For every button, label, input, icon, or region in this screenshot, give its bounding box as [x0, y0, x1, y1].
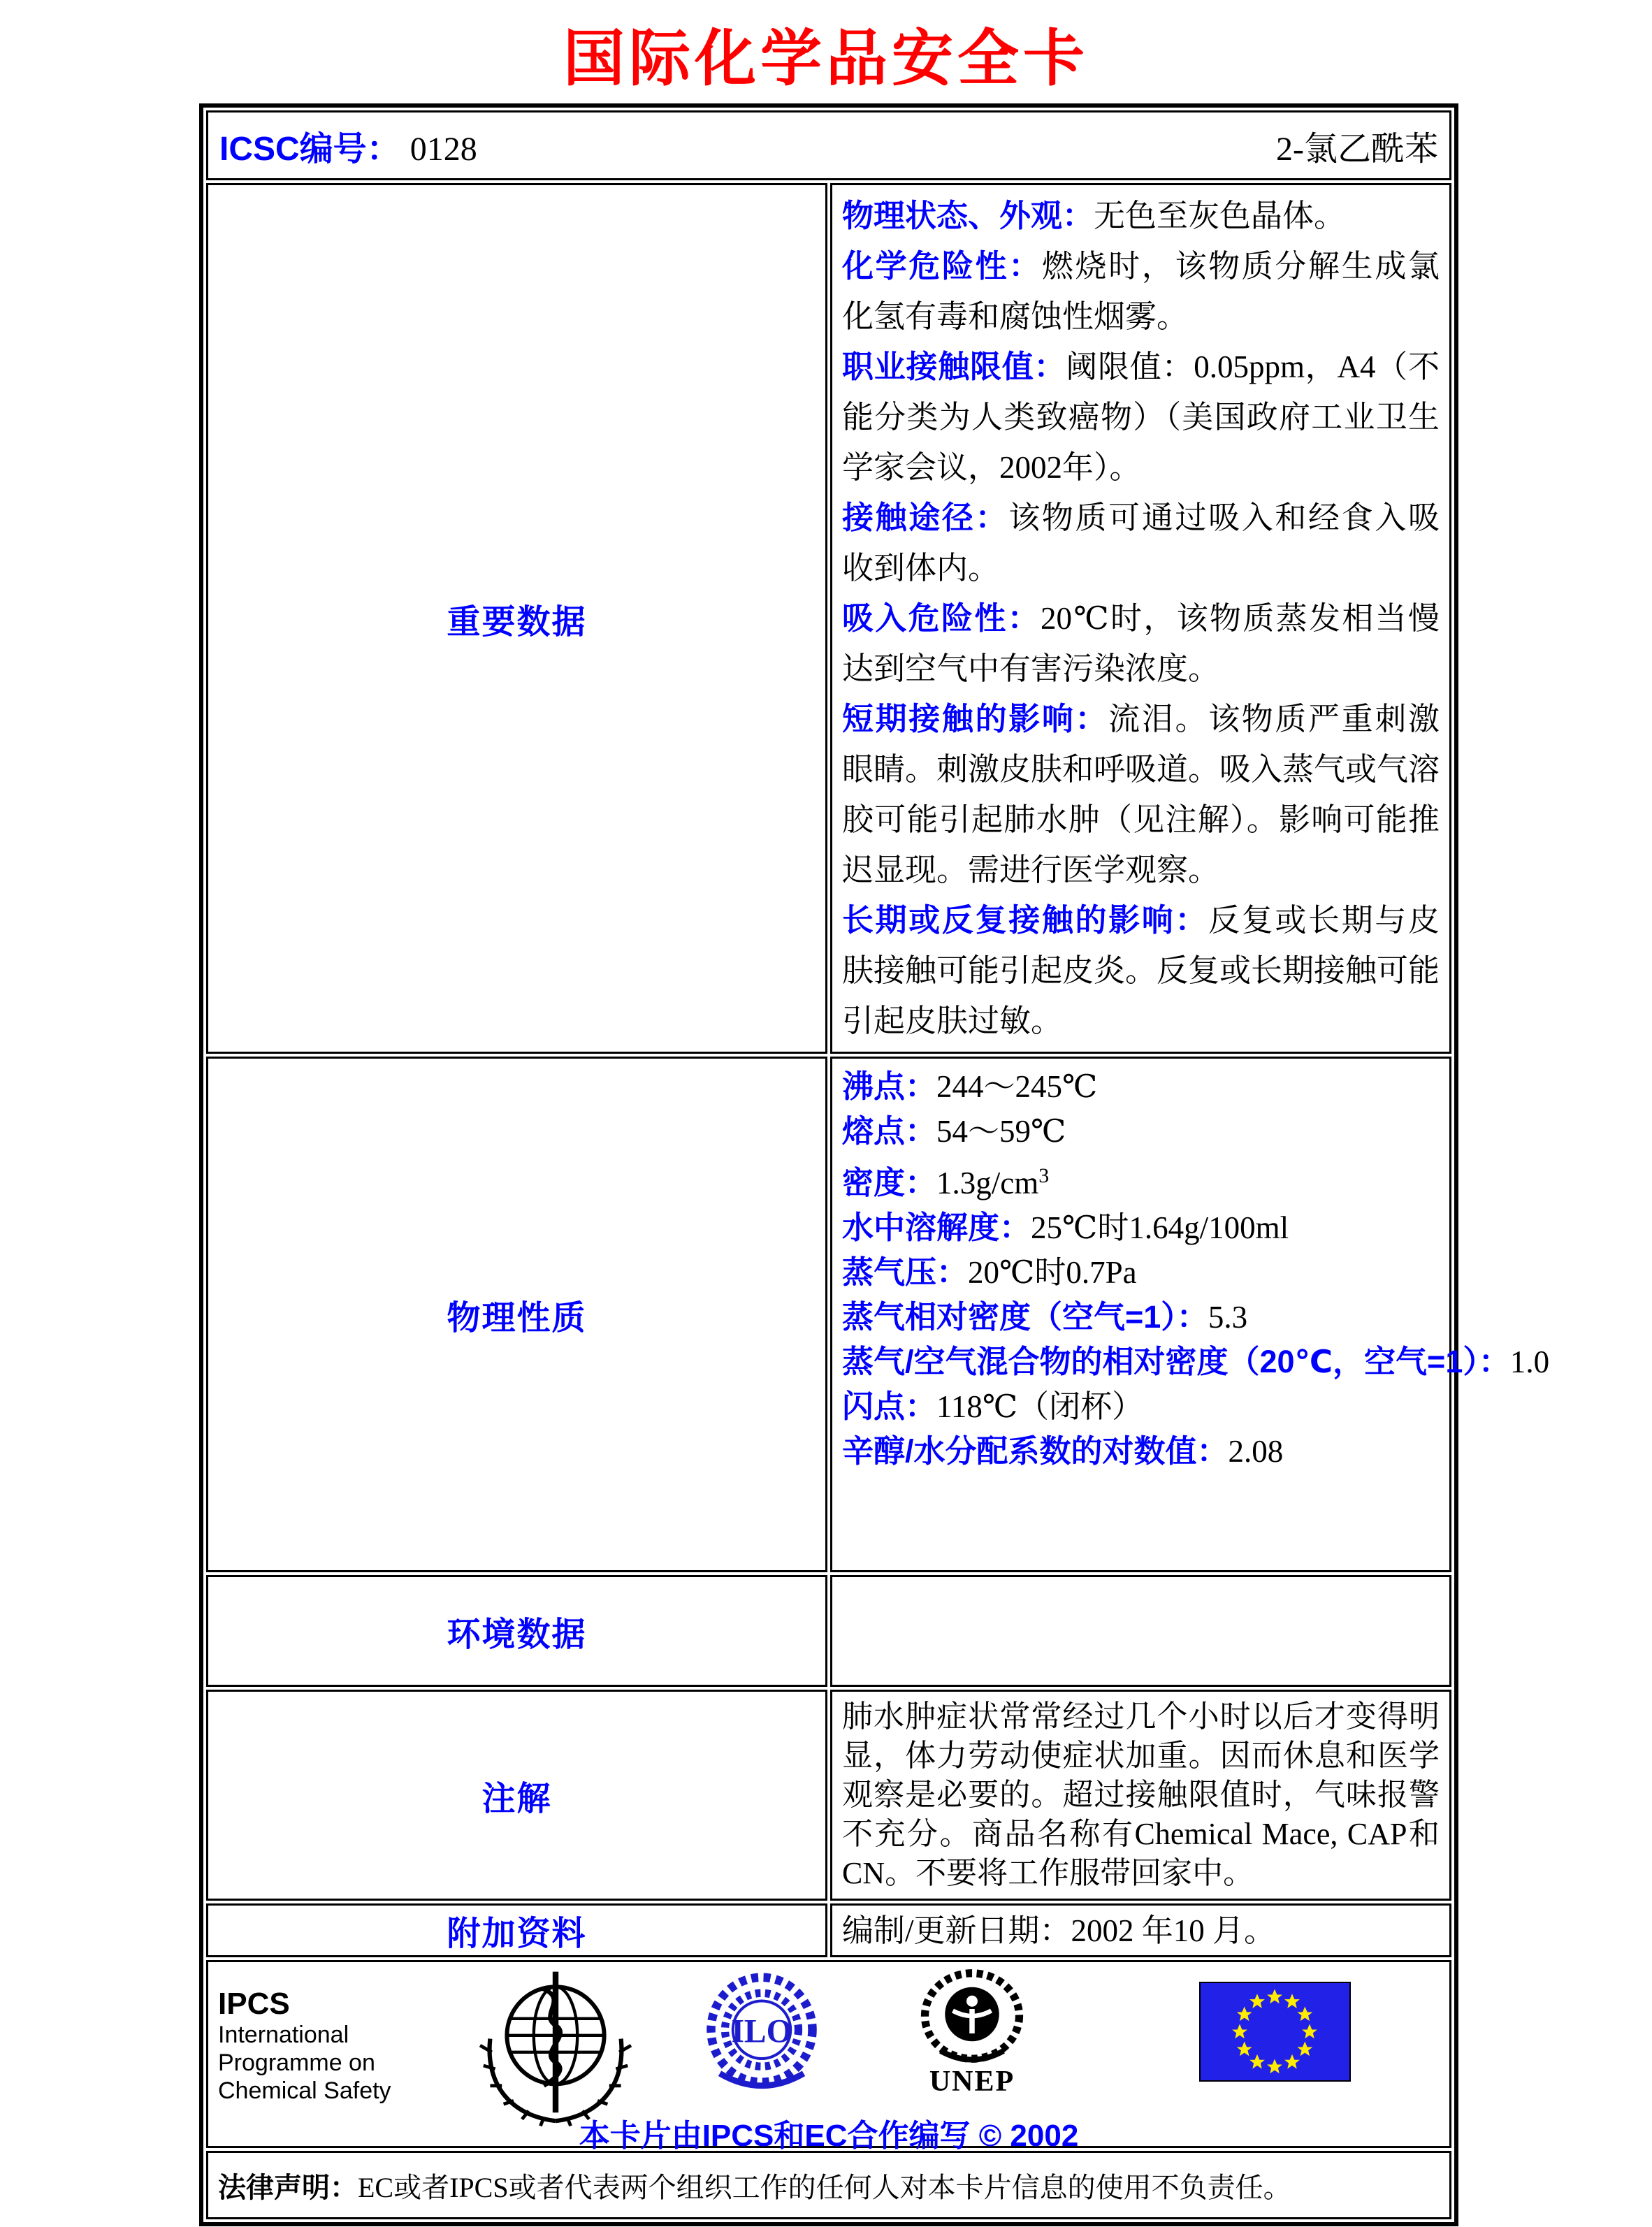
- important-data-row: [206, 183, 1451, 1054]
- logos-row: [206, 1960, 1451, 2148]
- legal-statement: 法律声明：EC或者IPCS或者代表两个组织工作的任何人对本卡片信息的使用不负责任。: [218, 2171, 1291, 2203]
- environment-data-content: [830, 1575, 1451, 1687]
- icsc-card: [199, 103, 1550, 2226]
- important-item: 长期或反复接触的影响：反复或长期与皮肤接触可能引起皮炎。反复或长期接触可能引起皮肤过敏。: [842, 902, 1440, 1038]
- important-item: 职业接触限值：阈限值：0.05ppm，A4（不能分类为人类致癌物）（美国政府工业卫生学家会议，2002年）。: [842, 349, 1440, 485]
- icsc-number-group: [219, 122, 477, 170]
- physical-properties-row: [206, 1057, 1451, 1572]
- important-item: 化学危险性：燃烧时，该物质分解生成氯化氢有毒和腐蚀性烟雾。: [842, 248, 1440, 334]
- additional-info-content: 编制/更新日期：2002 年10 月。: [830, 1903, 1451, 1957]
- physical-item: 水中溶解度：25℃时1.64g/100ml: [842, 1210, 1289, 1245]
- notes-content: 肺水肿症状常常经过几个小时以后才变得明显，体力劳动使症状加重。因而休息和医学观察是必要的。超过接触限值时，气味报警不充分。商品名称有Chemical Mace, CAP和CN。不要将工作服带回家中。: [830, 1690, 1451, 1901]
- important-item: 短期接触的影响：流泪。该物质严重刺激眼睛。刺激皮肤和呼吸道。吸入蒸气或气溶胶可能引起肺水肿（见注解）。影响可能推迟显现。需进行医学观察。: [842, 701, 1440, 887]
- important-item: 吸入危险性：20℃时，该物质蒸发相当慢达到空气中有害污染浓度。: [842, 600, 1440, 686]
- environment-data-row: [206, 1575, 1451, 1687]
- section-label-notes: 注解: [206, 1690, 827, 1901]
- important-item: 物理状态、外观：无色至灰色晶体。: [842, 198, 1346, 233]
- physical-item: 密度：$1.3g/cm^3$: [842, 1164, 1050, 1200]
- section-label-physical: 物理性质: [206, 1057, 827, 1572]
- page-title: 国际化学品安全卡: [563, 22, 1089, 94]
- section-label-important: 重要数据: [206, 183, 827, 1054]
- unep-word: UNEP: [929, 2066, 1015, 2098]
- physical-item: 辛醇/水分配系数的对数值：2.08: [842, 1433, 1284, 1469]
- physical-item: 蒸气压：20℃时0.7Pa: [842, 1254, 1137, 1290]
- section-label-environment: 环境数据: [206, 1575, 827, 1687]
- important-item: 接触途径：该物质可通过吸入和经食入吸收到体内。: [842, 500, 1440, 586]
- eu-flag-icon: [1199, 1982, 1351, 2085]
- ipcs-acronym: IPCS: [218, 1987, 290, 2021]
- ilo-logo-icon: [706, 1972, 818, 2100]
- unep-logo-icon: [920, 1971, 1024, 2096]
- chemical-name: 2-氯乙酰苯: [1276, 130, 1438, 168]
- icsc-number-label: ICSC编号：: [219, 130, 400, 168]
- icsc-number-value: 0128: [410, 130, 477, 168]
- notes-row: [206, 1690, 1451, 1901]
- physical-item: 熔点：54～59℃: [842, 1113, 1066, 1149]
- legal-label: 法律声明：: [218, 2172, 358, 2203]
- cooperation-caption: 本卡片由IPCS和EC合作编写 © 2002: [579, 2119, 1079, 2153]
- physical-item: 沸点：244～245℃: [842, 1068, 1098, 1104]
- physical-item: 蒸气/空气混合物的相对密度（20℃，空气=1）：1.0: [842, 1344, 1550, 1379]
- icsc-table: [199, 103, 1550, 2226]
- physical-properties-content: [830, 1057, 1550, 1572]
- legal-row: [206, 2151, 1451, 2219]
- copyright: © 2002: [978, 2119, 1079, 2153]
- section-label-additional: 附加资料: [206, 1903, 827, 1957]
- important-data-content: [830, 183, 1451, 1054]
- ilo-letters: ILO: [731, 2013, 792, 2050]
- additional-info-row: [206, 1903, 1451, 1957]
- physical-item: 蒸气相对密度（空气=1）：5.3: [842, 1299, 1248, 1335]
- ipcs-text-block: IPCS International Programme on Chemical Safety: [218, 1987, 391, 2104]
- physical-item: 闪点：118℃（闭杯）: [842, 1388, 1144, 1424]
- header-row: [206, 110, 1451, 180]
